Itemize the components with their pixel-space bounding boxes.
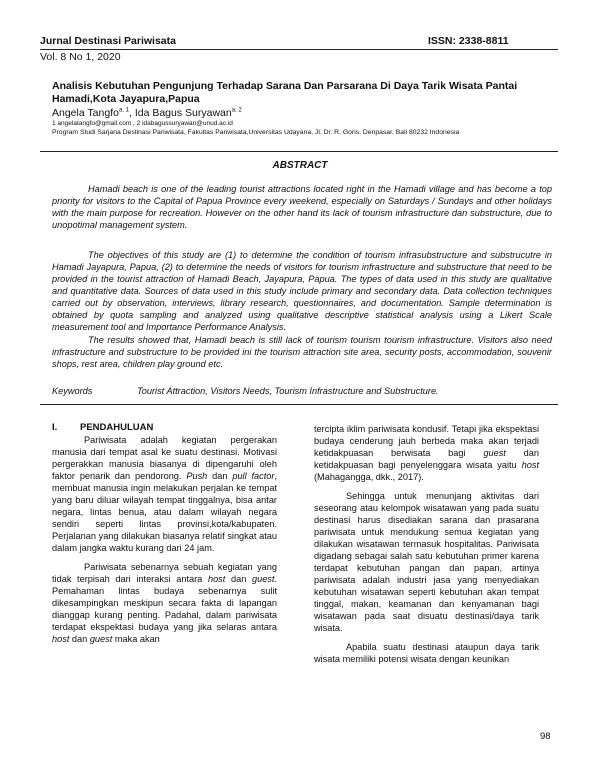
issn: ISSN: 2338-8811 <box>428 35 509 47</box>
author-2-affil: a, 2 <box>231 107 242 114</box>
text-run: dan ketidakpuasan bagi penyelenggara wisata yaitu <box>314 448 539 470</box>
article-title: Analisis Kebutuhan Pengunjung Terhadap Sarana Dan Parsarana Di Daya Tarik Wisata Pantai Hamadi,Kota Jayapura,Papua <box>52 80 518 105</box>
text-run: maka akan <box>112 634 160 644</box>
text-run: Pariwisata sebenarnya sebuah kegiatan yang tidak terpisah dari interaksi antara <box>52 562 277 584</box>
section-title: PENDAHULUAN <box>80 422 154 433</box>
term-host: host <box>207 574 226 584</box>
body-paragraph <box>52 434 277 554</box>
header-rule <box>40 49 558 50</box>
right-column <box>314 423 539 665</box>
term-host: host <box>52 634 70 644</box>
section-number: I. <box>52 422 58 433</box>
left-column <box>52 422 277 645</box>
body-paragraph: Sehingga untuk menunjang aktivitas dari seseorang atau kelompok wisatawan yang pada suatu destinasi harus disediakan sarana dan prasarana pariwisata untuk mendukung semua kegiatan yang dilakukan wisatawan termasuk hospitalitas. Pariwisata digadang sebagai salah satu kebutuhan primer karena terdapat kebutuhan pangan dan papan, artinya pariwisata adalah industri jasa yang menyediakan kebutuhan wisatawan seperti kebutuhan akan tempat tinggal, makan, keamanan dan kenyamanan bagi wisatawan pada saat disuatu destinasi/daya tarik wisata. <box>314 491 539 633</box>
text-run: . Pemahaman lintas budaya sebenarnya sulit dikesampingkan meskipun secara fakta di lapangan dianggap kurang penting. Padahal, dalam pariwisata terdapat ekspektasi budaya yang jika selaras antara <box>52 574 278 632</box>
abstract-paragraph-2: The objectives of this study are (1) to determine the condition of tourism infrasubstructure and substrucutre in Hamadi Jayapura, Papua, (2) to determine the needs of visitors for tourism infrastructure and substructure that need to be provided in the tourist attraction of Hamadi Beach, Jayapura, Papua. The types of data used in this study are qualitative and quantitative data. Sources of data used in this study include primary and secondary data. Data collection techniques carried out by observation, interviews, library research, questionnaires, and documentation. Sample determination is obtained by quota sampling and analyzed using qualitative descriptive statistical analysis using a Likert Scale measurement tool and Importance Performance Analysis. <box>52 250 552 332</box>
text-run: Pariwisata adalah kegiatan pergerakan manusia dari tempat asal ke suatu destinasi. Motivasi pergerakkan manusia biasanya di dipengaruhi oleh faktor penarik dan pendorong. <box>52 435 277 481</box>
term-guest: guest <box>251 574 275 584</box>
page-number: 98 <box>540 731 551 742</box>
term-guest: guest <box>89 634 113 644</box>
text-run: dan <box>207 471 233 481</box>
term-push: Push <box>186 471 208 481</box>
text-run: dan <box>225 574 252 584</box>
abstract-top-rule <box>40 151 558 152</box>
text-run: tercipta iklim pariwisata kondusif. Tetapi jika ekspektasi budaya cenderung jauh berbeda maka akan terjadi ketidakpuasan berwisata bagi <box>314 424 539 458</box>
author-1: Angela Tangfo <box>52 107 119 119</box>
body-paragraph <box>314 423 539 483</box>
text-run: dan <box>69 634 90 644</box>
abstract-heading: ABSTRACT <box>272 160 328 171</box>
author-1-affil: a, 1 <box>118 107 129 114</box>
keywords-label: Keywords <box>52 386 93 396</box>
journal-name: Jurnal Destinasi Pariwisata <box>40 35 176 47</box>
authors <box>52 107 242 119</box>
abstract-paragraph-1: Hamadi beach is one of the leading tourist attractions located right in the Hamadi village and has become a top priority for visitors to the Capital of Papua Province every weekend, especially on Saturdays / Sundays and other holidays with the main purpose for recreation. However on the other hand its lack of tourism infrastructure dan substructure, due to unopotimal management system. <box>52 184 552 230</box>
author-emails: 1 angelatangfo@gmail.com , 2 idabagussuryawan@unud.ac.id <box>52 120 233 127</box>
keywords-text: Tourist Attraction, Visitors Needs, Tourism Infrastructure and Substructure. <box>137 386 439 396</box>
author-2: Ida Bagus Suryawan <box>134 107 232 119</box>
body-paragraph: Apabila suatu destinasi ataupun daya tarik wisata memiliki potensi wisata dengan keunikan <box>314 642 539 664</box>
term-pull-factor: pull factor <box>232 471 275 481</box>
term-host: host <box>521 460 539 470</box>
text-run: , membuat manusia ingin melakukan perjalan ke tempat yang baru diluar wilayah tempat tinggalnya, bisa antar negara, lintas benua, atau dalam wilayah negara sendiri seperti lintas provinsi,kota/kabupaten. Perjalanan yang dilakukan biasanya relatif singkat atau dalam jangka waktu kurang dari 24 jam. <box>52 471 278 553</box>
author-separator: , <box>128 107 135 119</box>
affiliation: Program Studi Sarjana Destinasi Pariwisata, Fakultas Pariwisata,Universitas Udayana, Jl. Dr. R. Goris, Denpasar, Bali 80232 Indonesia <box>52 129 460 136</box>
abstract-paragraph-3: The results showed that, Hamadi beach is still lack of tourism tourism tourism infrastructure. Visitors also need infrastructure and substructure to be provided ini the tourism attraction site area, security posts, accommodation, souvenir shops, rest area, children play ground etc. <box>52 335 552 369</box>
abstract-bottom-rule <box>40 404 558 405</box>
section-heading <box>52 422 277 434</box>
volume-info: Vol. 8 No 1, 2020 <box>40 51 121 63</box>
term-guest: guest <box>483 448 506 458</box>
keywords <box>52 386 439 396</box>
body-paragraph <box>52 561 277 645</box>
text-run: (Mahagangga, dkk., 2017). <box>314 472 424 482</box>
